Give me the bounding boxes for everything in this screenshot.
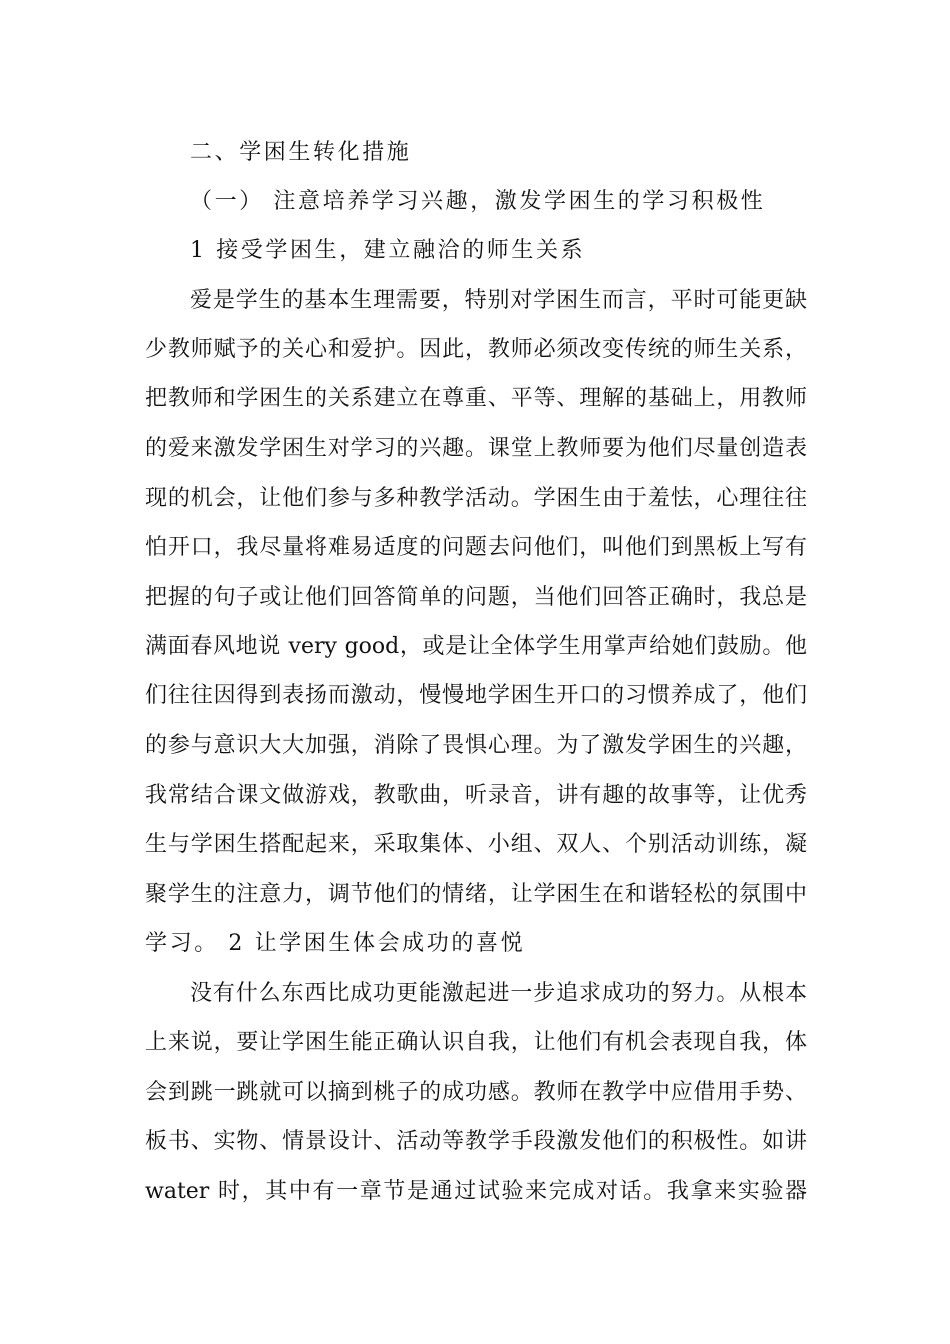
paragraph-1-line-5: 现的机会，让他们参与多种教学活动。学困生由于羞怯，心理往往 <box>145 486 807 511</box>
subsection-heading: （一） 注意培养学习兴趣，激发学困生的学习积极性 <box>190 189 766 214</box>
paragraph-2-line-5: water 时，其中有一章节是通过试验来完成对话。我拿来实验器 <box>145 1179 807 1204</box>
paragraph-1-line-6: 怕开口，我尽量将难易适度的问题去问他们，叫他们到黑板上写有 <box>145 535 807 560</box>
paragraph-1-line-10: 的参与意识大大加强，消除了畏惧心理。为了激发学困生的兴趣， <box>145 733 807 758</box>
paragraph-1-line-1: 爱是学生的基本生理需要，特别对学困生而言，平时可能更缺 <box>190 288 807 313</box>
paragraph-1-line-4: 的爱来激发学困生对学习的兴趣。课堂上教师要为他们尽量创造表 <box>145 436 807 461</box>
paragraph-1-line-9: 们往往因得到表扬而激动，慢慢地学困生开口的习惯养成了，他们 <box>145 683 807 708</box>
paragraph-1-line-13: 聚学生的注意力，调节他们的情绪，让学困生在和谐轻松的氛围中 <box>145 882 807 907</box>
paragraph-1-line-3: 把教师和学困生的关系建立在尊重、平等、理解的基础上，用教师 <box>145 386 807 411</box>
item-heading-1: 1 接受学困生，建立融洽的师生关系 <box>190 238 586 263</box>
paragraph-2-line-4: 板书、实物、情景设计、活动等教学手段激发他们的积极性。如讲 <box>145 1129 807 1154</box>
section-heading: 二、学困生转化措施 <box>190 140 412 165</box>
paragraph-1-line-14: 学习。 2 让学困生体会成功的喜悦 <box>145 931 526 956</box>
paragraph-2-line-3: 会到跳一跳就可以摘到桃子的成功感。教师在教学中应借用手势、 <box>145 1080 807 1105</box>
paragraph-2-line-2: 上来说，要让学困生能正确认识自我，让他们有机会表现自我，体 <box>145 1030 807 1055</box>
paragraph-1-line-7: 把握的句子或让他们回答简单的问题，当他们回答正确时，我总是 <box>145 585 807 610</box>
paragraph-1-line-8: 满面春风地说 very good，或是让全体学生用掌声给她们鼓励。他 <box>145 634 807 659</box>
paragraph-1-line-12: 生与学困生搭配起来，采取集体、小组、双人、个别活动训练，凝 <box>145 832 807 857</box>
paragraph-2-line-1: 没有什么东西比成功更能激起进一步追求成功的努力。从根本 <box>190 981 807 1006</box>
paragraph-1-line-2: 少教师赋予的关心和爱护。因此，教师必须改变传统的师生关系， <box>145 337 807 362</box>
paragraph-1-line-11: 我常结合课文做游戏，教歌曲，听录音，讲有趣的故事等，让优秀 <box>145 783 807 808</box>
